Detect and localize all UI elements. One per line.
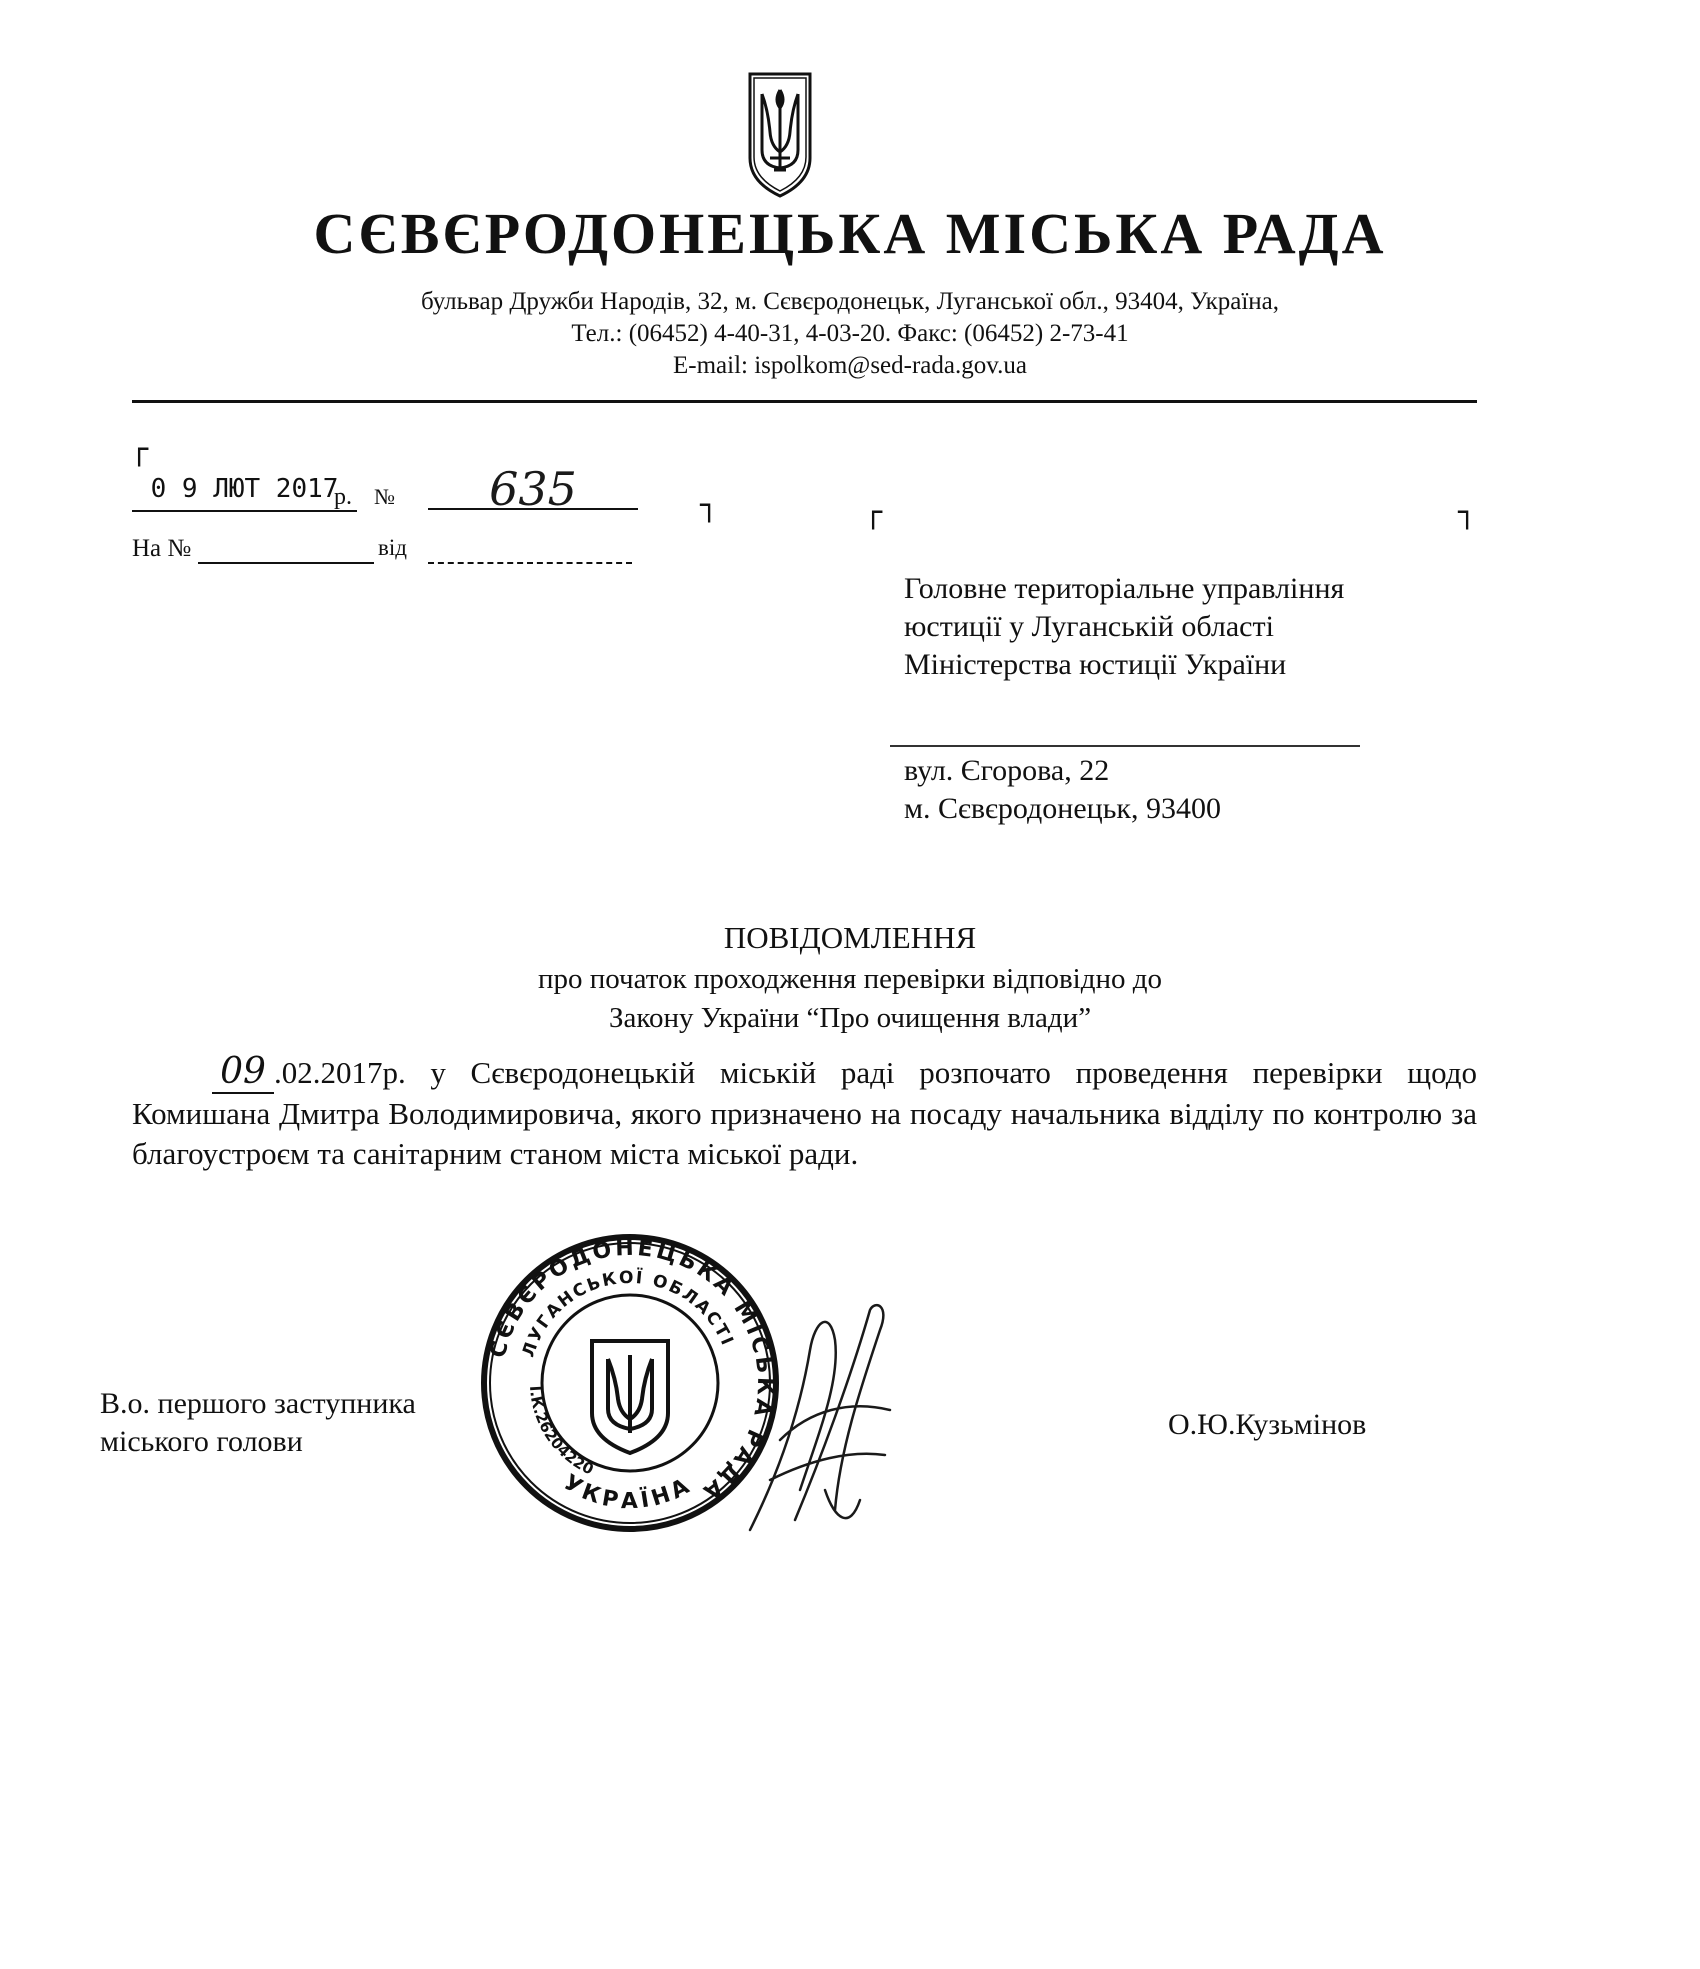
corner-mark-top-left: ┌ <box>130 432 149 467</box>
position-line-1: В.о. першого заступника <box>100 1387 416 1420</box>
recipient-street: вул. Єгорова, 22 <box>904 754 1110 787</box>
recipient-city: м. Сєвєродонецьк, 93400 <box>904 792 1221 825</box>
corner-mark-recipient-right: ┐ <box>1458 495 1477 530</box>
stamp-bottom-text: УКРАЇНА <box>559 1470 697 1515</box>
corner-mark-reply: ┐ <box>700 488 719 523</box>
reply-to-label: На № <box>132 535 192 562</box>
recipient-address <box>904 752 1424 828</box>
notice-subtitle-2: Закону України “Про очищення влади” <box>608 1002 1092 1034</box>
stamp-code-text: І.К.26204220 <box>526 1385 597 1479</box>
notice-body <box>132 1052 1477 1174</box>
stamp-inner-text: ЛУГАНСЬКОЇ ОБЛАСТІ <box>518 1267 738 1360</box>
registration-number: 635 <box>428 462 638 510</box>
corner-mark-recipient-left: ┌ <box>864 495 883 530</box>
position-line-2: міського голови <box>100 1425 303 1458</box>
svg-text:І.К.26204220 <box>526 1385 596 1478</box>
signatory-name: О.Ю.Кузьмінов <box>1168 1408 1367 1441</box>
stamp-outer-text: СЄВЄРОДОНЕЦЬКА МІСЬКА РАДА <box>485 1235 778 1506</box>
number-label: № <box>374 484 395 509</box>
email-line: E-mail: ispolkom@sed-rada.gov.ua <box>673 352 1027 379</box>
notice-body-text: .02.2017р. у Сєвєродонецькій міській раді розпочато проведення перевірки щодо Комишана Дмитра Володимировича, якого призначено на посаду начальника відділу по контролю за благоустроєм та санітарним станом міста міської ради. <box>132 1055 1477 1171</box>
council-title: СЄВЄРОДОНЕЦЬКА МІСЬКА РАДА <box>313 201 1387 266</box>
stamp-trident-icon <box>592 1341 668 1453</box>
handwritten-day: 09 <box>212 1052 274 1094</box>
from-label: від <box>378 535 407 560</box>
recipient-name: Головне територіальне управління юстиції у Луганській області Міністерства юстиції України <box>904 572 1345 681</box>
notice-title: ПОВІДОМЛЕННЯ <box>723 920 977 955</box>
official-seal-stamp <box>480 1233 780 1533</box>
address-line-1: бульвар Дружби Народів, 32, м. Сєвєродонецьк, Луганської обл., 93404, Україна, <box>421 288 1279 315</box>
signatory-position <box>100 1385 416 1461</box>
reply-to-blank <box>198 562 374 564</box>
registration-date: 0 9 ЛЮТ 2017 <box>132 474 357 512</box>
header-divider <box>132 400 1477 403</box>
phone-fax-line: Тел.: (06452) 4-40-31, 4-03-20. Факс: (06452) 2-73-41 <box>571 320 1129 347</box>
handwritten-signature <box>740 1290 900 1550</box>
date-suffix: р. <box>334 484 352 510</box>
notice-subtitle-1: про початок проходження перевірки відповідно до <box>537 963 1163 995</box>
svg-text:УКРАЇНА <box>559 1470 697 1514</box>
trident-coat-of-arms-icon <box>744 70 816 200</box>
recipient-divider <box>890 745 1360 747</box>
from-blank <box>428 562 632 564</box>
